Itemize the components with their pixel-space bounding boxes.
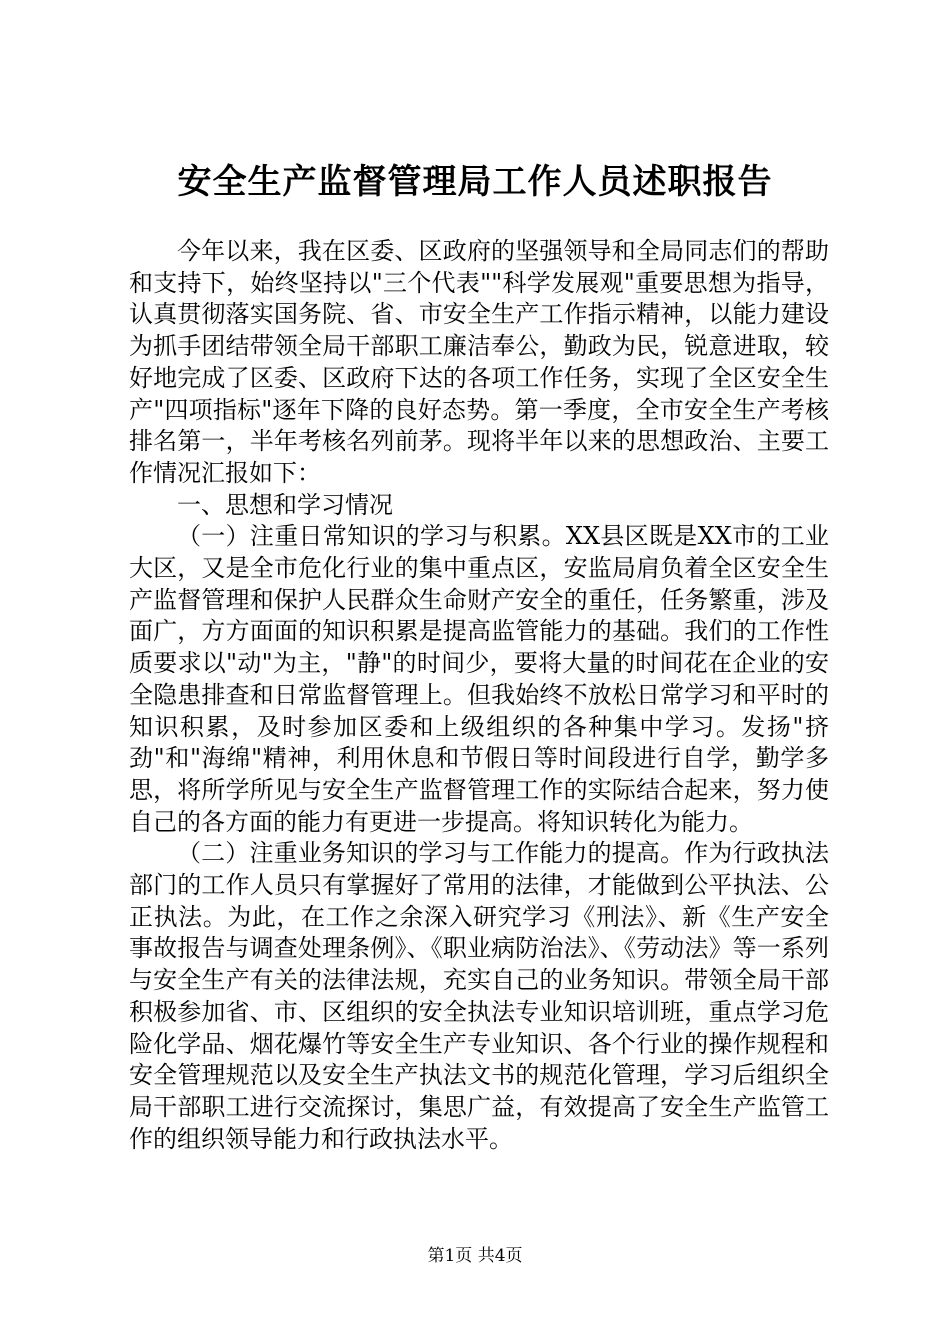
document-body [129, 236, 829, 1155]
paragraph-professional-learning: （二）注重业务知识的学习与工作能力的提高。作为行政执法部门的工作人员只有掌握好了常用的法律，才能做到公平执法、公正执法。为此，在工作之余深入研究学习《刑法》、新《生产安全事故报告与调查处理条例》、《职业病防治法》、《劳动法》等一系列与安全生产有关的法律法规，充实自己的业务知识。带领全局干部积极参加省、市、区组织的安全执法专业知识培训班，重点学习危险化学品、烟花爆竹等安全生产专业知识、各个行业的操作规程和安全管理规范以及安全生产执法文书的规范化管理，学习后组织全局干部职工进行交流探讨，集思广益，有效提高了安全生产监管工作的组织领导能力和行政执法水平。 [129, 839, 829, 1153]
paragraph-daily-learning: （一）注重日常知识的学习与积累。XX县区既是XX市的工业大区，又是全市危化行业的集中重点区，安监局肩负着全区安全生产监督管理和保护人民群众生命财产安全的重任，任务繁重，涉及面广，方方面面的知识积累是提高监管能力的基础。我们的工作性质要求以"动"为主，"静"的时间少，要将大量的时间花在企业的安全隐患排查和日常监督管理上。但我始终不放松日常学习和平时的知识积累，及时参加区委和上级组织的各种集中学习。发扬"挤劲"和"海绵"精神，利用休息和节假日等时间段进行自学，勤学多思，将所学所见与安全生产监督管理工作的实际结合起来，努力使自己的各方面的能力有更进一步提高。将知识转化为能力。 [129, 522, 829, 836]
paragraph-intro: 今年以来，我在区委、区政府的坚强领导和全局同志们的帮助和支持下，始终坚持以"三个代表""科学发展观"重要思想为指导，认真贯彻落实国务院、省、市安全生产工作指示精神，以能力建设为抓手团结带领全局干部职工廉洁奉公，勤政为民，锐意进取，较好地完成了区委、区政府下达的各项工作任务，实现了全区安全生产"四项指标"逐年下降的良好态势。第一季度，全市安全生产考核排名第一，半年考核名列前茅。现将半年以来的思想政治、主要工作情况汇报如下： [129, 237, 829, 487]
page-number: 第1页 共4页 [427, 1246, 523, 1266]
document-title: 安全生产监督管理局工作人员述职报告 [177, 162, 773, 202]
section-heading: 一、思想和学习情况 [177, 490, 393, 519]
